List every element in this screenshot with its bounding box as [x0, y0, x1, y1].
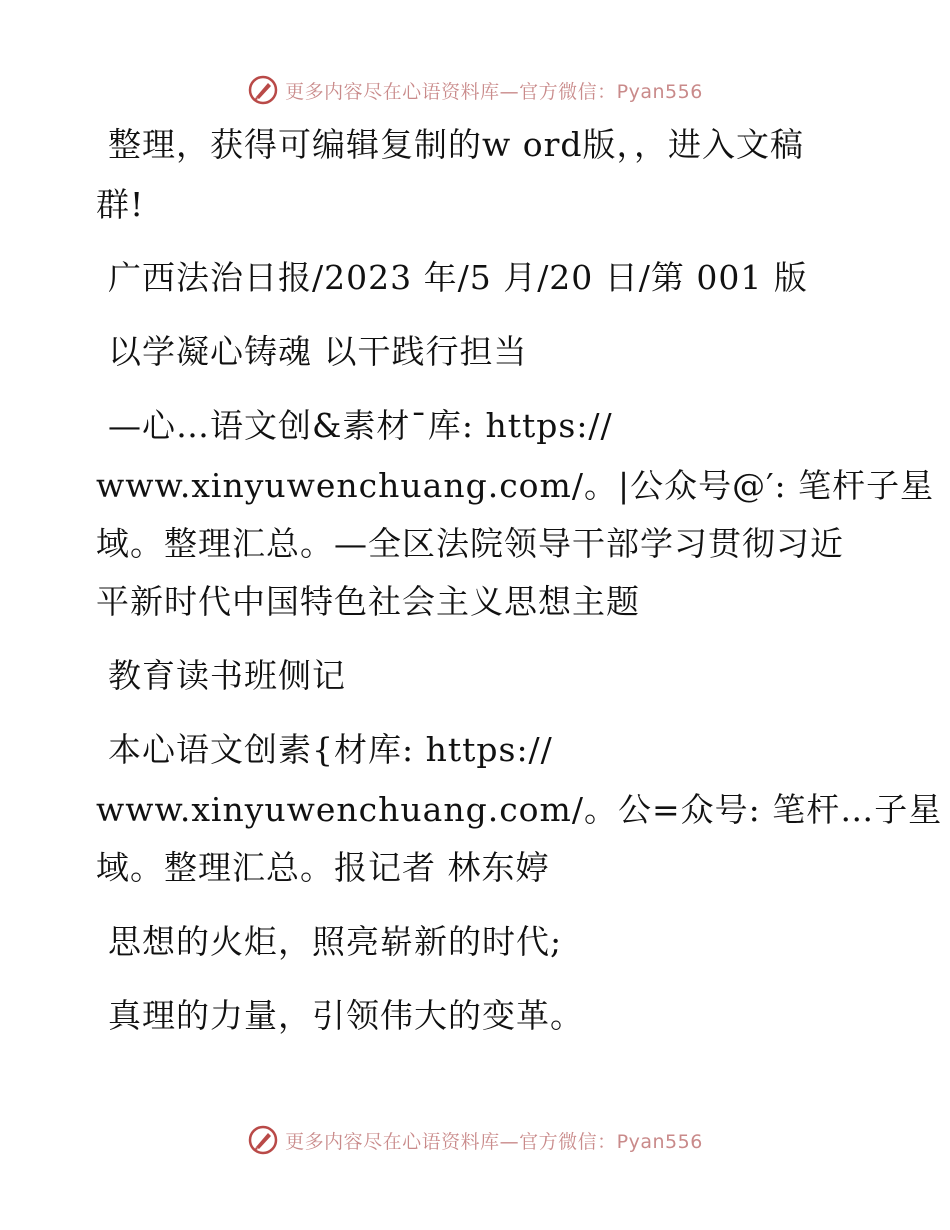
- body-line: www.xinyuwenchuang.com/。公=众号: 笔杆…子星: [96, 790, 943, 829]
- pen-logo-icon: [247, 1124, 279, 1156]
- body-line: 广西法治日报/2023 年/5 月/20 日/第 001 版: [108, 258, 808, 297]
- body-line: 整理，获得可编辑复制的w ord版，，进入文稿: [108, 125, 805, 164]
- watermark-text: 更多内容尽在心语资料库—官方微信：Pyan556: [285, 1130, 703, 1153]
- body-line: —心…语文创&素材¯库: https://: [108, 406, 613, 445]
- body-line: www.xinyuwenchuang.com/。|公众号@′: 笔杆子星: [96, 466, 935, 505]
- header-watermark: [0, 70, 950, 110]
- body-line: 平新时代中国特色社会主义思想主题: [96, 582, 640, 621]
- body-line: 域。整理汇总。—全区法院领导干部学习贯彻习近: [96, 524, 844, 563]
- body-line: 教育读书班侧记: [108, 656, 346, 695]
- body-line: 域。整理汇总。报记者 林东婷: [96, 848, 550, 887]
- watermark-text: 更多内容尽在心语资料库—官方微信：Pyan556: [285, 80, 703, 103]
- body-line: 思想的火炬，照亮崭新的时代;: [108, 922, 563, 961]
- footer-watermark: [0, 1120, 950, 1160]
- body-line: 群!: [96, 185, 145, 224]
- body-line: 以学凝心铸魂 以干践行担当: [108, 332, 528, 371]
- pen-logo-icon: [247, 74, 279, 106]
- body-line: 真理的力量，引领伟大的变革。: [108, 996, 584, 1035]
- body-line: 本心语文创素{材库: https://: [108, 730, 553, 769]
